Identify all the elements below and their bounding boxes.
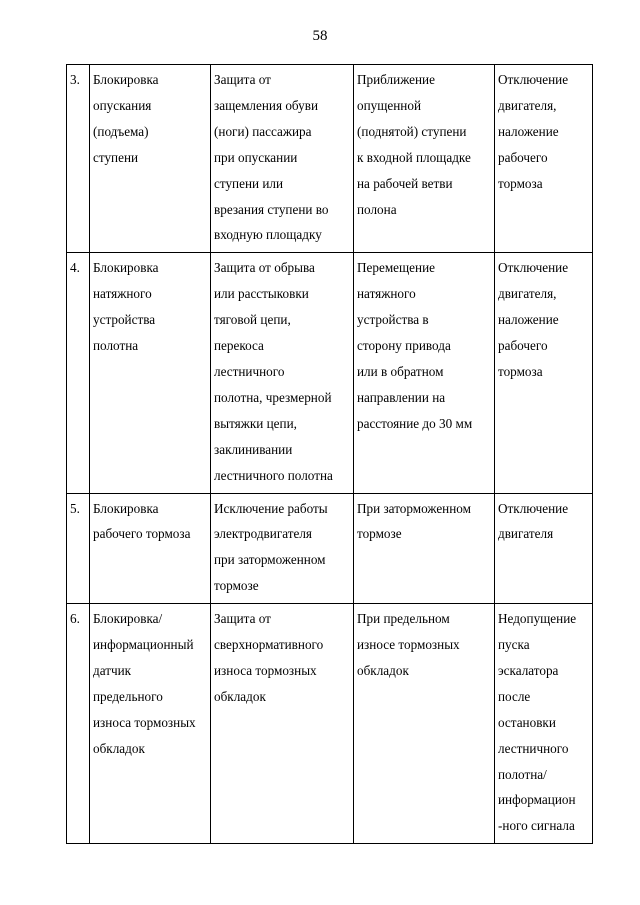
table-cell: [495, 253, 593, 493]
cell-text-line: ступени или: [214, 175, 284, 191]
cell-text-line: рабочего тормоза: [93, 526, 191, 542]
cell-text-line: Отключение: [498, 500, 569, 516]
cell-text-line: датчик: [93, 662, 132, 678]
cell-text-line: Блокировка/: [93, 611, 163, 627]
cell-text-line: Исключение работы: [214, 500, 328, 516]
cell-text-line: (подъема): [93, 123, 149, 139]
cell-text-line: (ноги) пассажира: [214, 123, 312, 139]
cell-text-line: или расстыковки: [214, 286, 309, 302]
table-cell: [354, 253, 495, 493]
cell-text-line: остановки: [498, 714, 556, 730]
cell-text-line: при опускании: [214, 149, 298, 165]
table-row: [67, 65, 593, 253]
cell-text-line: Блокировка: [93, 72, 159, 87]
cell-text-line: Защита от обрыва: [214, 260, 315, 276]
cell-text-line: тормозе: [357, 526, 402, 542]
cell-text-line: Защита от: [214, 611, 271, 627]
cell-text-line: лестничного полотна: [214, 467, 333, 483]
table-cell: [354, 493, 495, 604]
cell-text-line: При заторможенном: [357, 500, 471, 516]
cell-text-line: опущенной: [357, 97, 422, 113]
cell-text-line: после: [498, 688, 531, 704]
cell-text-line: опускания: [93, 97, 152, 113]
cell-text-line: полотна: [93, 338, 139, 354]
cell-text-line: Отключение: [498, 72, 569, 87]
table-cell: [354, 604, 495, 844]
cell-text-line: предельного: [93, 688, 163, 704]
cell-text-line: Защита от: [214, 72, 271, 87]
cell-text-line: сверхнормативного: [214, 637, 324, 653]
cell-text-line: ступени: [93, 149, 139, 165]
interlock-table: [66, 64, 593, 844]
cell-text-line: входную площадку: [214, 227, 322, 243]
table-cell: [211, 65, 354, 253]
cell-text-line: эскалатора: [498, 662, 559, 678]
table-cell: [211, 253, 354, 493]
cell-text-line: Перемещение: [357, 260, 435, 276]
cell-text-line: тормоза: [498, 363, 543, 379]
table-row: [67, 493, 593, 604]
cell-text-line: износа тормозных: [93, 714, 196, 730]
cell-text-line: наложение: [498, 123, 559, 139]
cell-text-line: электродвигателя: [214, 526, 312, 542]
cell-text-line: рабочего: [498, 338, 548, 354]
table-cell: [211, 604, 354, 844]
row-number: 6.: [67, 604, 90, 844]
cell-text-line: обкладок: [93, 740, 145, 756]
table-cell: [90, 253, 211, 493]
cell-text-line: расстояние до 30 мм: [357, 415, 473, 431]
cell-text-line: полотна, чрезмерной: [214, 389, 332, 405]
cell-text-line: рабочего: [498, 149, 548, 165]
cell-text-line: -ного сигнала: [498, 818, 575, 834]
cell-text-line: к входной площадке: [357, 149, 471, 165]
cell-text-line: обкладок: [214, 688, 266, 704]
table-cell: [354, 65, 495, 253]
table-cell: [495, 493, 593, 604]
cell-text-line: лестничного: [498, 740, 569, 756]
cell-text-line: тяговой цепи,: [214, 312, 291, 328]
cell-text-line: Блокировка: [93, 260, 159, 276]
cell-text-line: тормоза: [498, 175, 543, 191]
row-number: 4.: [67, 253, 90, 493]
cell-text-line: Недопущение: [498, 611, 577, 627]
table-cell: [495, 65, 593, 253]
cell-text-line: пуска: [498, 637, 530, 653]
cell-text-line: натяжного: [357, 286, 416, 302]
cell-text-line: двигателя,: [498, 286, 557, 302]
cell-text-line: или в обратном: [357, 363, 444, 379]
cell-text-line: тормозе: [214, 578, 259, 594]
cell-text-line: полона: [357, 201, 397, 217]
cell-text-line: Блокировка: [93, 500, 159, 516]
cell-text-line: информацион: [498, 792, 576, 808]
table-row: [67, 604, 593, 844]
cell-text-line: заклинивании: [214, 441, 293, 457]
cell-text-line: лестничного: [214, 363, 285, 379]
row-number: 3.: [67, 65, 90, 253]
table-cell: [90, 65, 211, 253]
row-number: 5.: [67, 493, 90, 604]
cell-text-line: направлении на: [357, 389, 446, 405]
page-number: 58: [312, 28, 328, 44]
cell-text-line: (поднятой) ступени: [357, 123, 467, 139]
table-cell: [211, 493, 354, 604]
table-cell: [495, 604, 593, 844]
cell-text-line: наложение: [498, 312, 559, 328]
cell-text-line: износа тормозных: [214, 662, 317, 678]
cell-text-line: при заторможенном: [214, 552, 326, 568]
cell-text-line: натяжного: [93, 286, 152, 302]
cell-text-line: устройства: [93, 312, 156, 328]
cell-text-line: Отключение: [498, 260, 569, 276]
cell-text-line: двигателя,: [498, 97, 557, 113]
cell-text-line: двигателя: [498, 526, 554, 542]
cell-text-line: устройства в: [357, 312, 429, 328]
cell-text-line: полотна/: [498, 766, 547, 782]
cell-text-line: перекоса: [214, 338, 264, 354]
cell-text-line: защемления обуви: [214, 97, 319, 113]
cell-text-line: сторону привода: [357, 338, 451, 354]
cell-text-line: Приближение: [357, 72, 435, 87]
cell-text-line: вытяжки цепи,: [214, 415, 297, 431]
cell-text-line: износе тормозных: [357, 637, 460, 653]
table-cell: [90, 493, 211, 604]
cell-text-line: информационный: [93, 637, 194, 653]
table-row: [67, 253, 593, 493]
table-cell: [90, 604, 211, 844]
cell-text-line: обкладок: [357, 662, 409, 678]
cell-text-line: При предельном: [357, 611, 450, 627]
cell-text-line: на рабочей ветви: [357, 175, 453, 191]
cell-text-line: врезания ступени во: [214, 201, 329, 217]
